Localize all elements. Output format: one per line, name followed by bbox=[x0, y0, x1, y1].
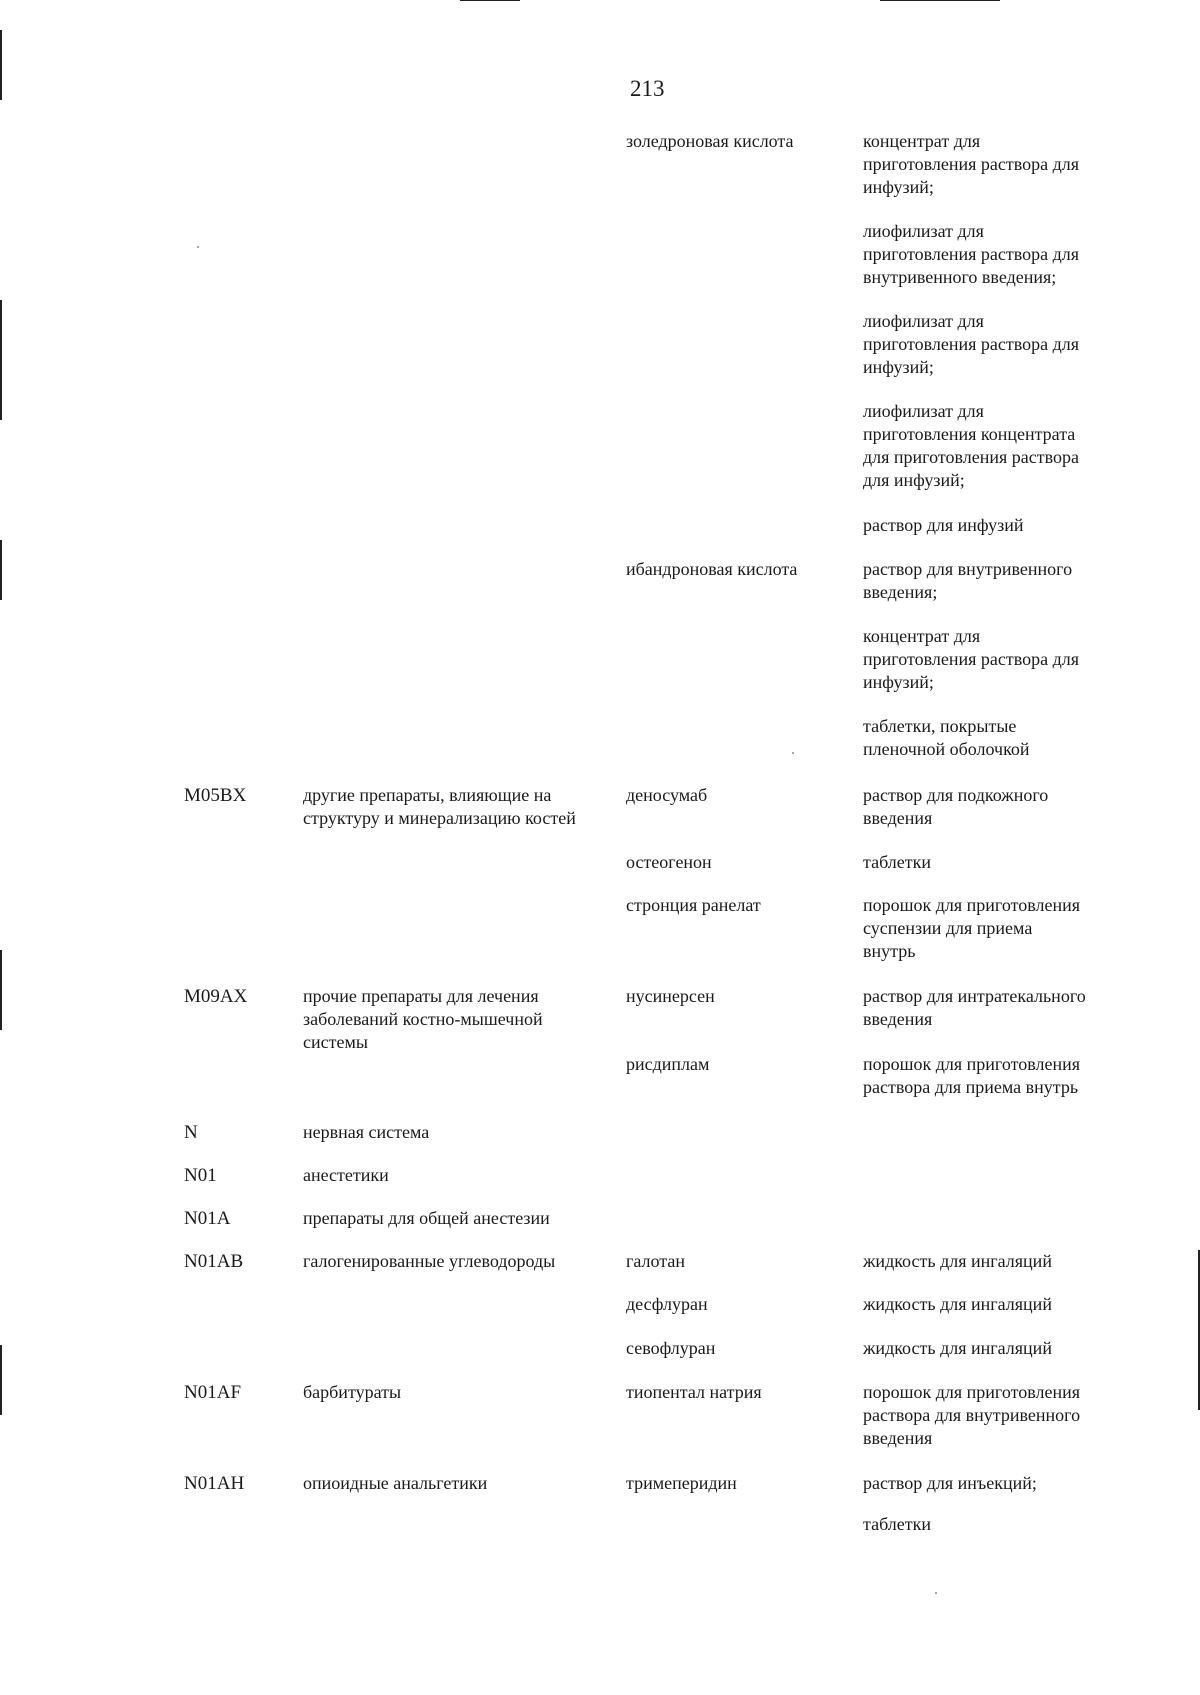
atc-code: N01AB bbox=[184, 1251, 244, 1272]
dosage-form: жидкость для ингаляций bbox=[863, 1338, 1052, 1358]
scan-speck bbox=[197, 246, 199, 248]
atc-group-name: препараты для общей анестезии bbox=[303, 1208, 550, 1228]
drug-name: нусинерсен bbox=[626, 986, 715, 1006]
dosage-form: порошок для приготовления раствора для внутривенного введения bbox=[863, 1382, 1081, 1448]
atc-code: N bbox=[184, 1122, 198, 1143]
dosage-form: раствор для инфузий bbox=[863, 515, 1024, 535]
dosage-form: раствор для внутривенного введения; bbox=[863, 559, 1073, 602]
dosage-form: лиофилизат для приготовления раствора для инфузий; bbox=[863, 311, 1079, 377]
atc-group-name: анестетики bbox=[303, 1165, 389, 1185]
drug-name: золедроновая кислота bbox=[626, 131, 794, 151]
scan-edge-left-mark bbox=[0, 950, 2, 1030]
dosage-form: лиофилизат для приготовления концентрата для приготовления раствора для инфузий; bbox=[863, 401, 1079, 490]
dosage-form: концентрат для приготовления раствора для инфузий; bbox=[863, 626, 1079, 692]
dosage-form: раствор для инъекций; bbox=[863, 1473, 1037, 1493]
atc-code: N01AH bbox=[184, 1473, 245, 1494]
atc-group-name: опиоидные анальгетики bbox=[303, 1473, 488, 1493]
drug-name: деносумаб bbox=[626, 785, 708, 805]
drug-name: стронция ранелат bbox=[626, 895, 761, 915]
drug-name: ибандроновая кислота bbox=[626, 559, 798, 579]
scan-edge-left-mark bbox=[0, 300, 2, 420]
drug-name: тримеперидин bbox=[626, 1473, 737, 1493]
atc-code: M05BX bbox=[184, 785, 247, 806]
scan-edge-left-mark bbox=[0, 1345, 2, 1415]
atc-group-name: барбитураты bbox=[303, 1382, 402, 1402]
drug-name: десфлуран bbox=[626, 1294, 708, 1314]
drug-name: рисдиплам bbox=[626, 1054, 710, 1074]
dosage-form: таблетки bbox=[863, 1514, 932, 1534]
dosage-form: концентрат для приготовления раствора для инфузий; bbox=[863, 131, 1079, 197]
dosage-form: лиофилизат для приготовления раствора для внутривенного введения; bbox=[863, 221, 1079, 287]
dosage-form: таблетки, покрытые пленочной оболочкой bbox=[863, 716, 1030, 759]
scan-edge-top-mark bbox=[880, 0, 1000, 1]
dosage-form: жидкость для ингаляций bbox=[863, 1294, 1052, 1314]
drug-name: тиопентал натрия bbox=[626, 1382, 762, 1402]
atc-group-name: галогенированные углеводороды bbox=[303, 1251, 556, 1271]
atc-code: N01AF bbox=[184, 1382, 242, 1403]
atc-group-name: прочие препараты для лечения заболеваний костно-мышечной системы bbox=[303, 986, 543, 1052]
scan-speck bbox=[792, 752, 794, 754]
drug-name: галотан bbox=[626, 1251, 685, 1271]
scan-edge-left-mark bbox=[0, 540, 2, 600]
drug-name: севофлуран bbox=[626, 1338, 716, 1358]
scan-edge-left-mark bbox=[0, 30, 2, 100]
dosage-form: раствор для интратекального введения bbox=[863, 986, 1086, 1029]
atc-code: N01 bbox=[184, 1165, 217, 1186]
scan-speck bbox=[935, 1592, 937, 1594]
dosage-form: таблетки bbox=[863, 852, 932, 872]
atc-group-name: другие препараты, влияющие на структуру и минерализацию костей bbox=[303, 785, 576, 828]
atc-code: N01A bbox=[184, 1208, 231, 1229]
atc-code: M09AX bbox=[184, 986, 248, 1007]
atc-group-name: нервная система bbox=[303, 1122, 430, 1142]
dosage-form: раствор для подкожного введения bbox=[863, 785, 1049, 828]
scan-edge-top-mark bbox=[460, 0, 520, 1]
dosage-form: порошок для приготовления раствора для приема внутрь bbox=[863, 1054, 1081, 1097]
dosage-form: порошок для приготовления суспензии для приема внутрь bbox=[863, 895, 1081, 961]
page-number: 213 bbox=[630, 76, 665, 101]
drug-name: остеогенон bbox=[626, 852, 712, 872]
dosage-form: жидкость для ингаляций bbox=[863, 1251, 1052, 1271]
